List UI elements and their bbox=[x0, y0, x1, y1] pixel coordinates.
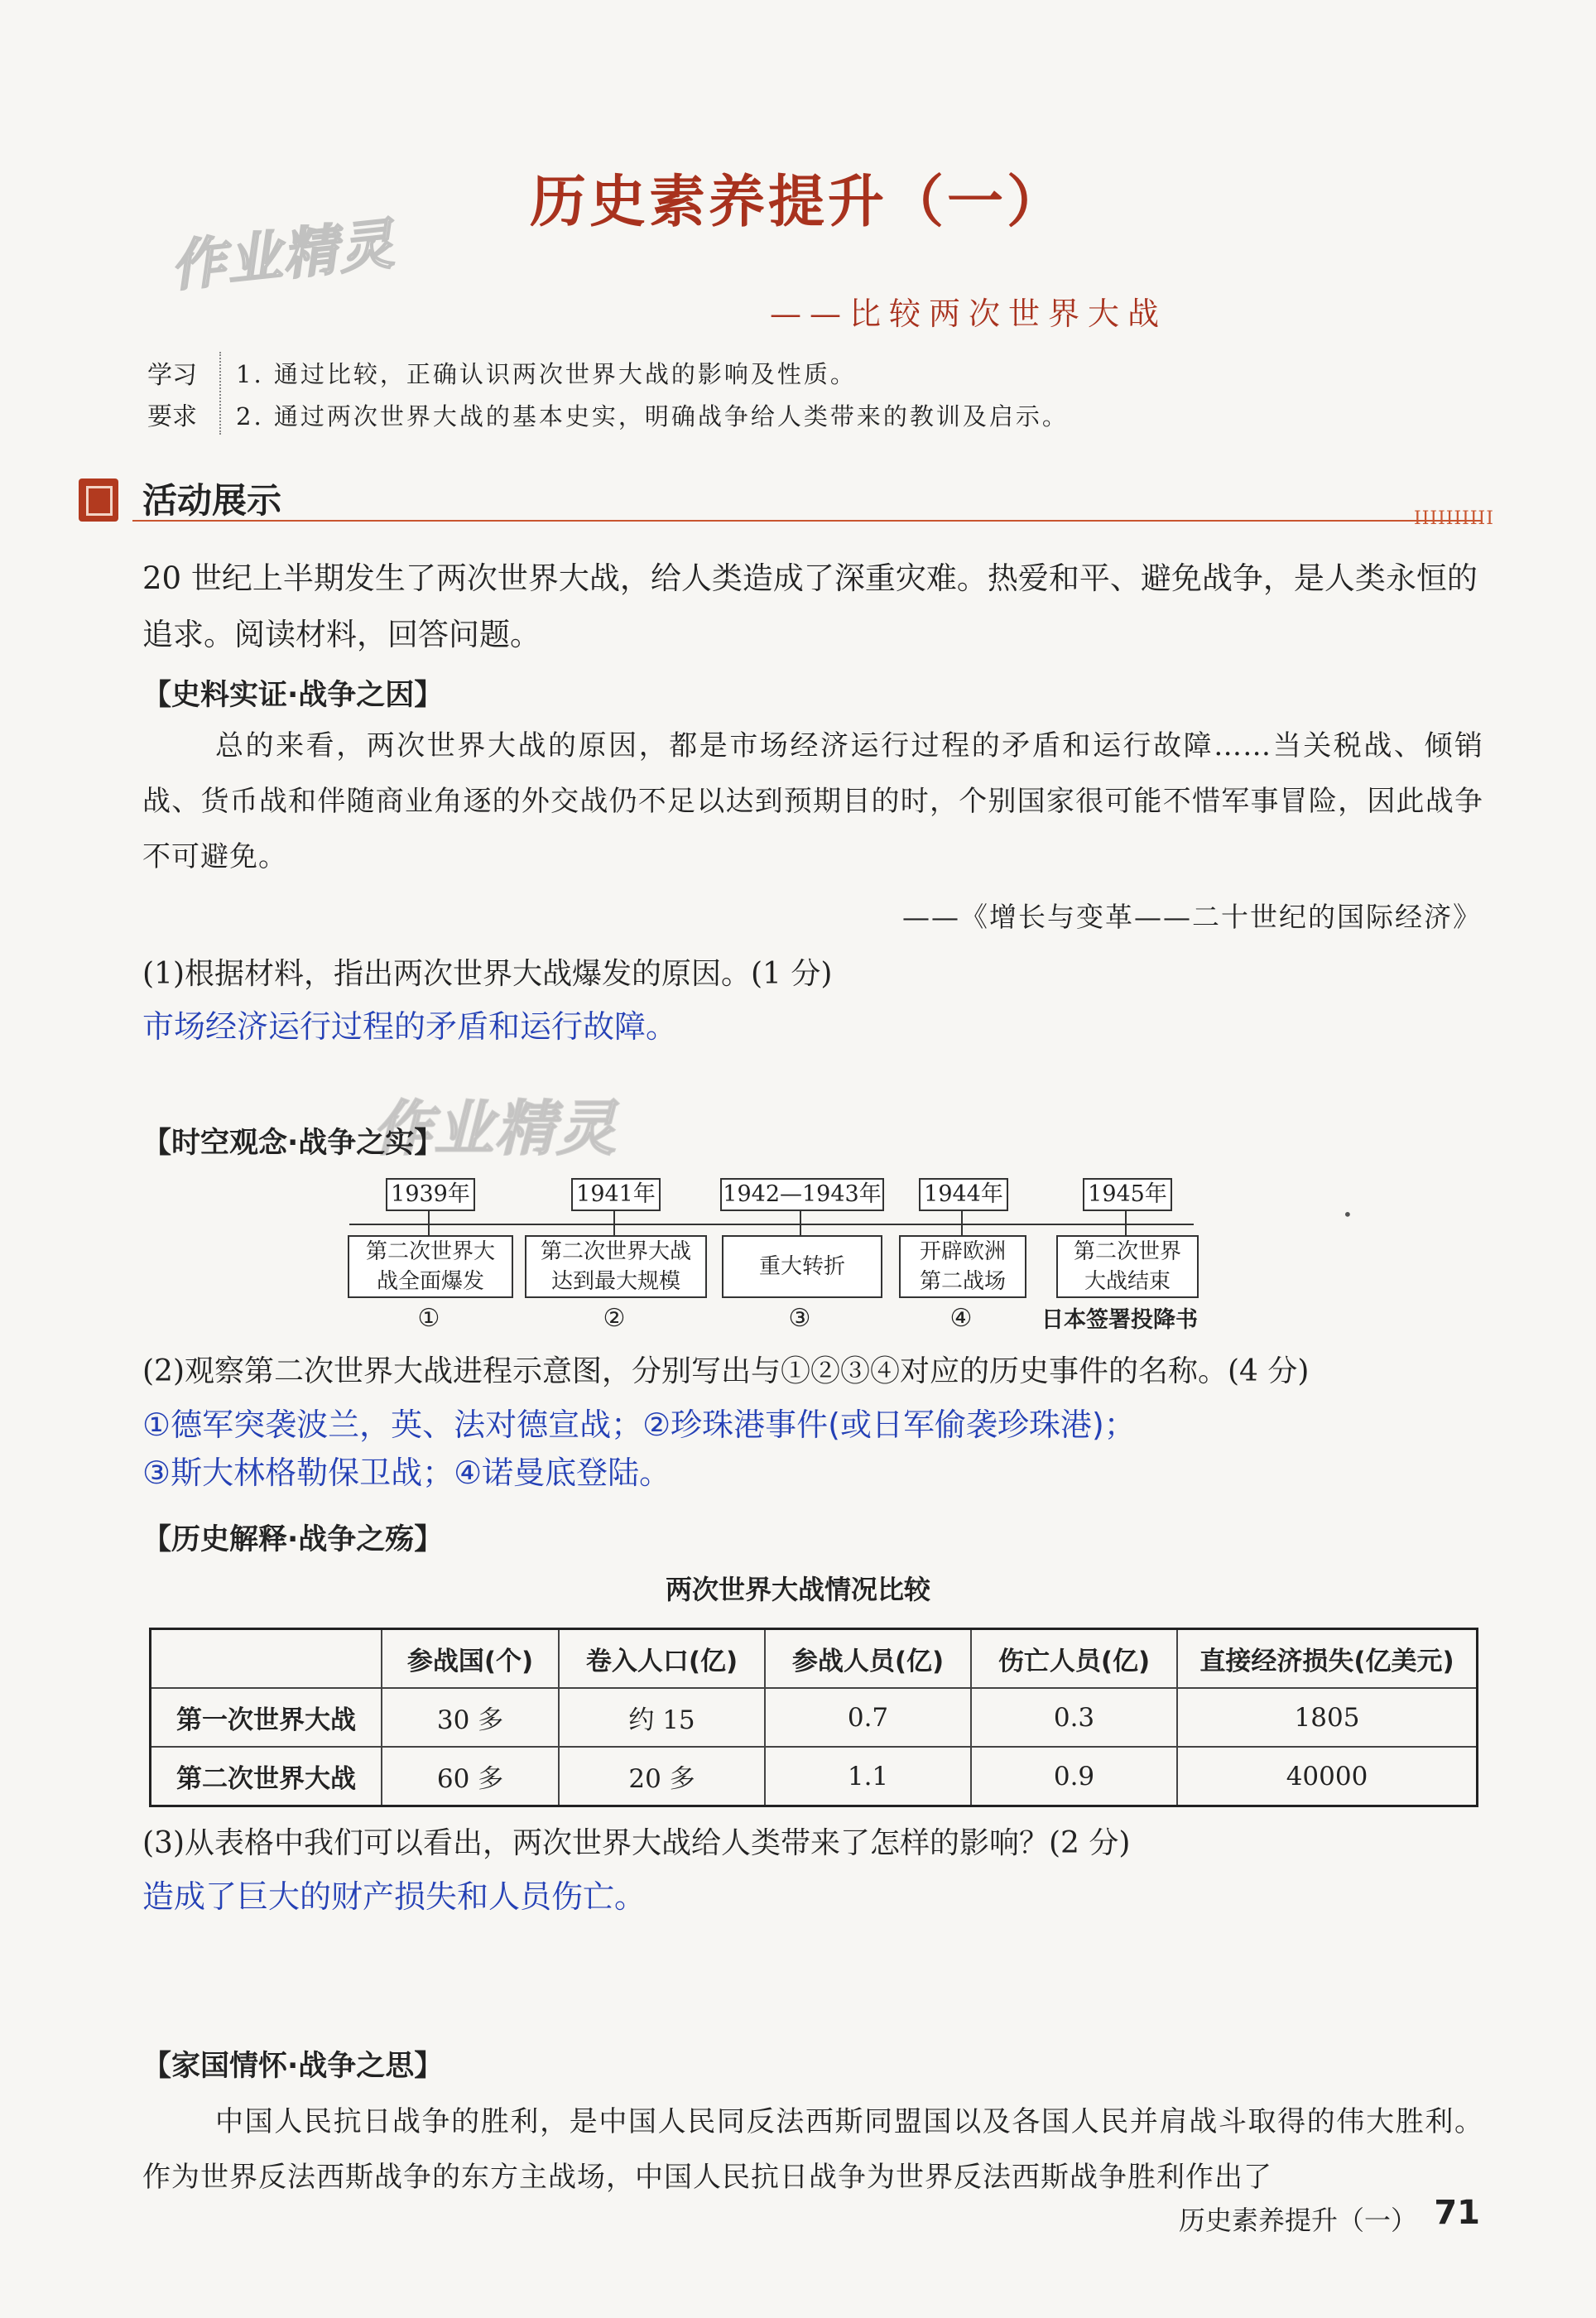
event-number: ② bbox=[603, 1304, 626, 1333]
answer-3: 造成了巨大的财产损失和人员伤亡。 bbox=[142, 1878, 647, 1915]
table-cell: 40000 bbox=[1177, 1747, 1478, 1806]
table-cell: 0.9 bbox=[971, 1747, 1177, 1806]
citation: ——《增长与变革——二十世纪的国际经济》 bbox=[902, 901, 1482, 933]
requirements-divider bbox=[219, 352, 221, 435]
table-header-row bbox=[151, 1629, 1478, 1689]
requirement-item: 2. 通过两次世界大战的基本史实，明确战争给人类带来的教训及启示。 bbox=[236, 402, 1069, 430]
timeline-year: 1945年 bbox=[1083, 1178, 1172, 1211]
table-cell: 0.3 bbox=[971, 1688, 1177, 1747]
event-number: ① bbox=[417, 1304, 440, 1333]
table-header-cell: 伤亡人员(亿) bbox=[971, 1629, 1177, 1689]
table-header-cell bbox=[151, 1629, 382, 1689]
event-line: 第二次世界大 bbox=[365, 1239, 495, 1264]
question-1: (1)根据材料，指出两次世界大战爆发的原因。(1 分) bbox=[142, 957, 833, 991]
table-row bbox=[151, 1747, 1478, 1806]
timeline-year: 1942—1943年 bbox=[720, 1178, 884, 1211]
event-line: 战全面爆发 bbox=[376, 1269, 484, 1294]
part1-heading: 【史料实证·战争之因】 bbox=[142, 679, 444, 712]
timeline-tick bbox=[1125, 1209, 1127, 1236]
timeline-event bbox=[1056, 1235, 1199, 1298]
comparison-table bbox=[149, 1628, 1478, 1807]
timeline-tick bbox=[800, 1209, 801, 1236]
table-cell: 60 多 bbox=[382, 1747, 559, 1806]
event-line: 第二次世界大战 bbox=[540, 1239, 691, 1264]
timeline-tick bbox=[428, 1209, 430, 1236]
part3-heading: 【历史解释·战争之殇】 bbox=[142, 1523, 444, 1556]
table-cell: 30 多 bbox=[382, 1688, 559, 1747]
timeline-event bbox=[899, 1235, 1026, 1298]
part2-heading: 【时空观念·战争之实】 bbox=[142, 1127, 444, 1160]
answer-2: ③斯大林格勒保卫战；④诺曼底登陆。 bbox=[142, 1455, 671, 1491]
timeline-event bbox=[348, 1235, 513, 1298]
timeline-year: 1941年 bbox=[571, 1178, 661, 1211]
timeline-year: 1939年 bbox=[386, 1178, 475, 1211]
timeline-note: 日本签署投降书 bbox=[1041, 1307, 1198, 1333]
timeline-tick bbox=[613, 1209, 615, 1236]
timeline-year: 1944年 bbox=[919, 1178, 1008, 1211]
section-divider bbox=[132, 520, 1482, 522]
table-header-cell: 参战国(个) bbox=[382, 1629, 559, 1689]
section-icon bbox=[79, 479, 118, 522]
requirements-label: 学习 bbox=[147, 361, 197, 390]
table-header-cell: 参战人员(亿) bbox=[765, 1629, 971, 1689]
table-row-header: 第二次世界大战 bbox=[151, 1747, 382, 1806]
event-line: 重大转折 bbox=[758, 1254, 845, 1279]
table-row bbox=[151, 1688, 1478, 1747]
event-line: 达到最大规模 bbox=[550, 1269, 680, 1294]
answer-2: ①德军突袭波兰，英、法对德宣战；②珍珠港事件(或日军偷袭珍珠港)； bbox=[142, 1407, 1136, 1443]
page-number: 71 bbox=[1434, 2194, 1480, 2232]
event-line: 开辟欧洲 bbox=[919, 1239, 1006, 1264]
timeline-end-marker: • bbox=[1343, 1205, 1353, 1224]
section-title: 活动展示 bbox=[142, 480, 282, 521]
question-2: (2)观察第二次世界大战进程示意图，分别写出与①②③④对应的历史事件的名称。(4 分) bbox=[142, 1354, 1310, 1388]
timeline-axis bbox=[349, 1224, 1194, 1225]
event-line: 第二战场 bbox=[919, 1269, 1006, 1294]
table-cell: 1.1 bbox=[765, 1747, 971, 1806]
watermark: 作业精灵 bbox=[373, 1094, 618, 1163]
timeline-event bbox=[525, 1235, 707, 1298]
question-3: (3)从表格中我们可以看出，两次世界大战给人类带来了怎样的影响？(2 分) bbox=[142, 1826, 1131, 1860]
answer-1: 市场经济运行过程的矛盾和运行故障。 bbox=[142, 1008, 678, 1045]
table-cell: 1805 bbox=[1177, 1688, 1478, 1747]
table-caption: 两次世界大战情况比较 bbox=[665, 1574, 930, 1605]
timeline-tick bbox=[961, 1209, 963, 1236]
source-material: 总的来看，两次世界大战的原因，都是市场经济运行过程的矛盾和运行故障……当关税战、倾销战、货币战和伴随商业角逐的外交战仍不足以达到预期目的时，个别国家很可能不惜军事冒险，因此战争不可避免。 bbox=[142, 729, 1483, 873]
reflection-text: 中国人民抗日战争的胜利，是中国人民同反法西斯同盟国以及各国人民并肩战斗取得的伟大胜利。作为世界反法西斯战争的东方主战场，中国人民抗日战争为世界反法西斯战争胜利作出了 bbox=[142, 2105, 1483, 2194]
intro-paragraph: 20 世纪上半期发生了两次世界大战，给人类造成了深重灾难。热爱和平、避免战争，是人类永恒的追求。阅读材料，回答问题。 bbox=[142, 560, 1478, 652]
table-header-cell: 直接经济损失(亿美元) bbox=[1177, 1629, 1478, 1689]
table-cell: 约 15 bbox=[559, 1688, 765, 1747]
table-cell: 0.7 bbox=[765, 1688, 971, 1747]
watermark: 作业精灵 bbox=[167, 211, 398, 299]
page-title: 历史素养提升（一） bbox=[529, 170, 1066, 235]
table-cell: 20 多 bbox=[559, 1747, 765, 1806]
page-subtitle: ——比较两次世界大战 bbox=[770, 296, 1168, 332]
event-line: 大战结束 bbox=[1084, 1269, 1171, 1294]
section-decoration: IIIIIIIIII bbox=[1414, 508, 1494, 529]
part4-heading: 【家国情怀·战争之思】 bbox=[142, 2050, 444, 2083]
event-number: ④ bbox=[949, 1304, 973, 1333]
timeline-event bbox=[722, 1235, 882, 1298]
event-line: 第二次世界 bbox=[1073, 1239, 1181, 1264]
requirements-label: 要求 bbox=[147, 402, 197, 431]
event-number: ③ bbox=[788, 1304, 811, 1333]
footer-label: 历史素养提升（一） bbox=[1178, 2205, 1417, 2236]
requirement-item: 1. 通过比较，正确认识两次世界大战的影响及性质。 bbox=[236, 360, 857, 388]
table-row-header: 第一次世界大战 bbox=[151, 1688, 382, 1747]
table-header-cell: 卷入人口(亿) bbox=[559, 1629, 765, 1689]
